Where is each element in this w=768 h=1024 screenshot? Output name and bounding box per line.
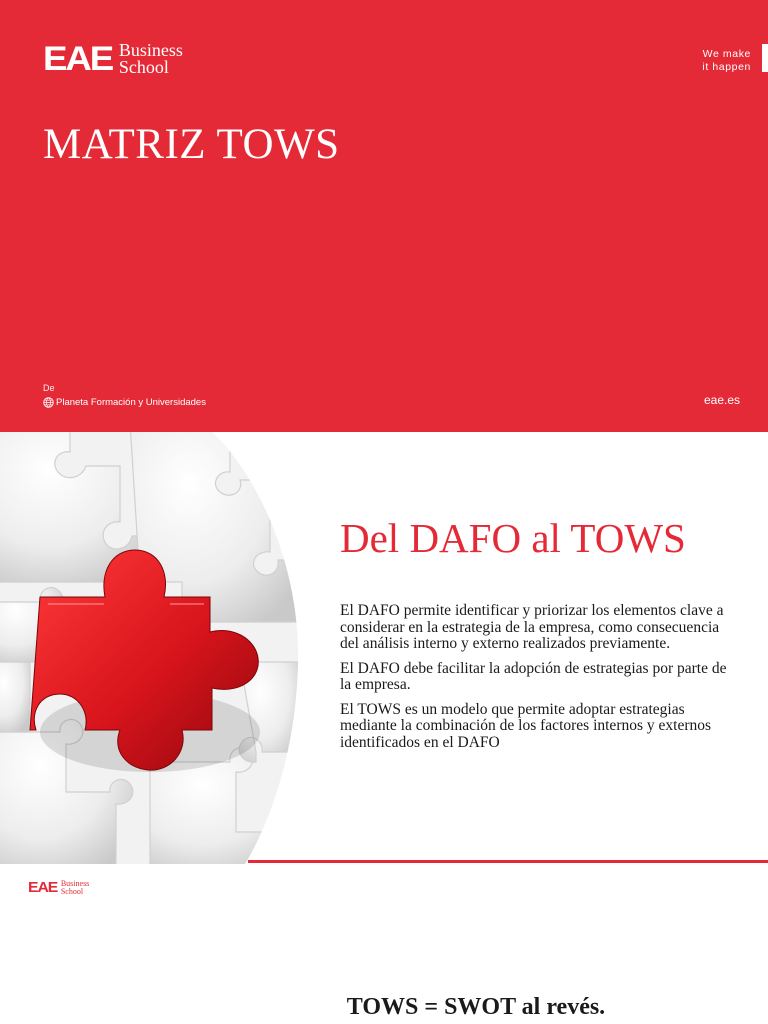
eae-logo-small: [28, 880, 89, 895]
planeta-logo: [43, 397, 206, 408]
dafo-tows-slide: [0, 432, 768, 864]
cover-title: MATRIZ TOWS: [43, 121, 340, 168]
logo-line-2: School: [60, 886, 84, 896]
edge-marker: [762, 44, 768, 72]
planeta-globe-icon: [43, 397, 54, 408]
slide-title: TOWS = SWOT al revés.: [346, 994, 606, 1020]
footer-url: eae.es: [703, 393, 740, 407]
logo-wordmark: [61, 880, 89, 895]
eae-logo: [43, 42, 183, 76]
tagline-line-2: it happen: [702, 61, 751, 73]
logo-line-1: Business: [118, 40, 183, 60]
footer-de: De: [43, 383, 55, 393]
paragraph: El TOWS es un modelo que permite adoptar estrategias mediante la combinación de los factores internos y externos identificados en el DAFO: [340, 700, 712, 751]
logo-line-2: School: [118, 57, 169, 77]
tows-swot-slide: [0, 864, 768, 1024]
cover-slide: [0, 0, 768, 432]
puzzle-image: [0, 432, 300, 864]
tagline: [702, 48, 751, 74]
paragraph: El DAFO permite identificar y priorizar los elementos clave a considerar en la estrategia de la empresa, como consecuencia del análisis interno y externo realizados previamente.: [340, 602, 724, 652]
slide-body: [340, 603, 728, 759]
logo-wordmark: [119, 42, 183, 76]
logo-line-1: Business: [60, 879, 90, 888]
logo-mark: EAE: [28, 879, 58, 896]
tagline-line-1: We make: [702, 48, 751, 60]
logo-mark: EAE: [43, 40, 113, 78]
planeta-label: Planeta Formación y Universidades: [56, 397, 206, 408]
accent-rule: [248, 860, 768, 863]
paragraph: El DAFO debe facilitar la adopción de estrategias por parte de la empresa.: [340, 659, 727, 693]
slide-title: Del DAFO al TOWS: [340, 515, 686, 561]
